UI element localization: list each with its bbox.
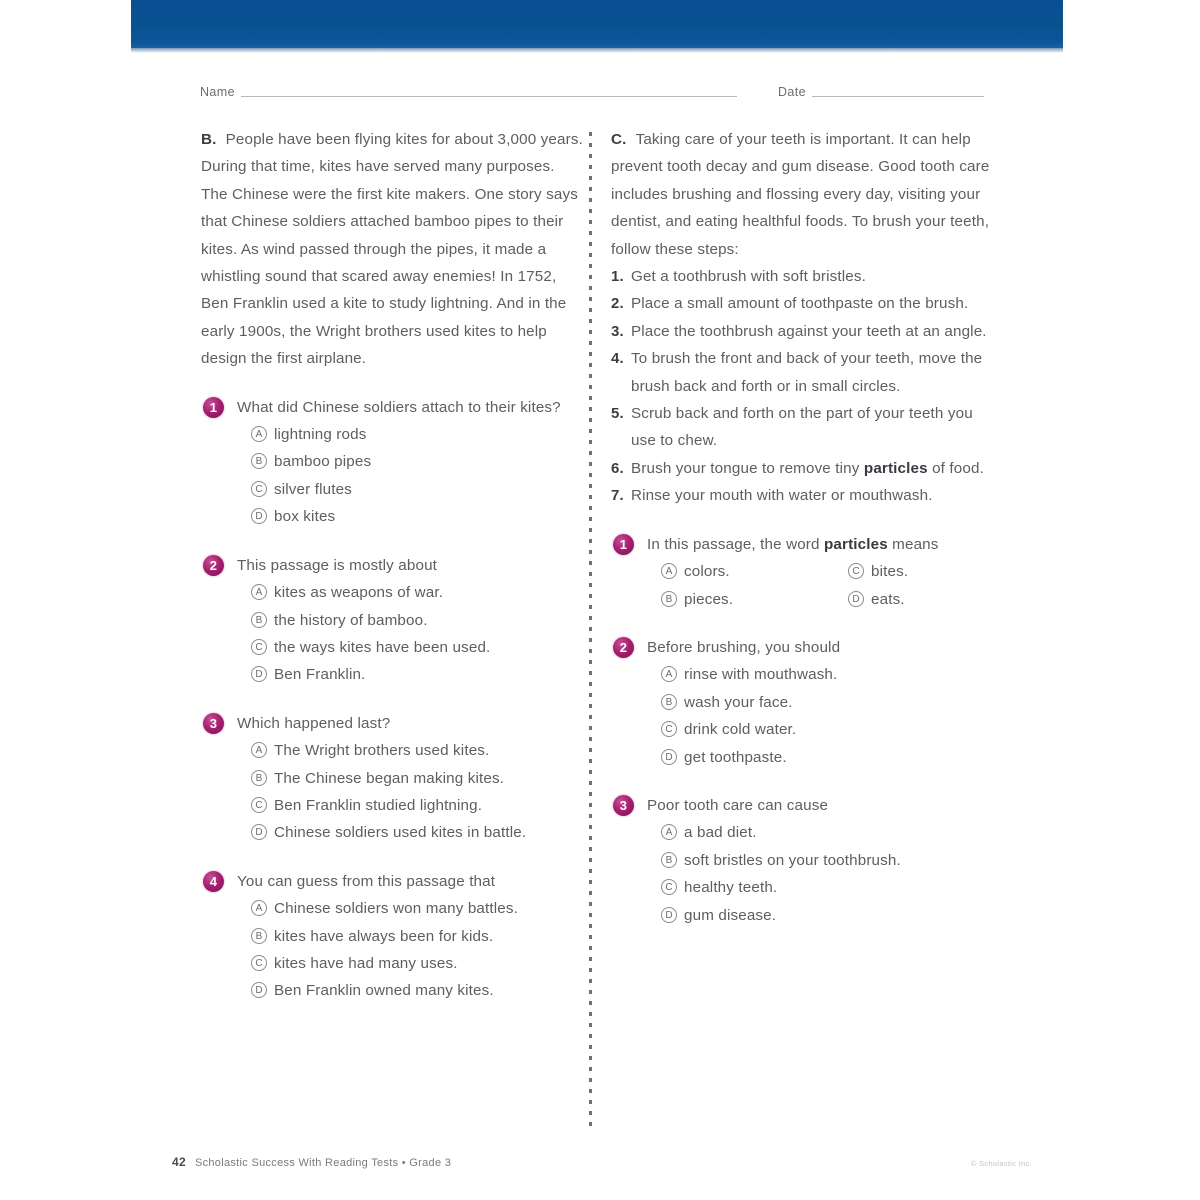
choice-option[interactable] <box>661 716 995 743</box>
choice-option[interactable] <box>661 847 995 874</box>
question-text: This passage is mostly about <box>237 556 438 574</box>
choice-letter-circle: B <box>661 591 677 607</box>
choice-option[interactable] <box>251 765 585 792</box>
choice-text: Chinese soldiers used kites in battle. <box>274 824 527 842</box>
choice-option[interactable] <box>661 902 995 929</box>
question-c1 <box>611 531 995 613</box>
choice-letter-circle: D <box>251 982 267 998</box>
choice-list <box>237 895 585 1005</box>
question-b2 <box>201 552 585 689</box>
choice-option[interactable] <box>251 421 585 448</box>
question-number-badge: 4 <box>203 871 224 892</box>
choice-option[interactable] <box>251 634 585 661</box>
choice-option[interactable] <box>251 819 585 846</box>
choice-letter-circle: B <box>661 694 677 710</box>
passage-c <box>611 126 995 510</box>
choice-letter-circle: A <box>251 900 267 916</box>
choice-text: The Wright brothers used kites. <box>274 742 490 760</box>
choice-text: soft bristles on your toothbrush. <box>684 851 901 869</box>
choice-text: bamboo pipes <box>274 453 372 471</box>
left-column <box>201 126 585 1005</box>
choice-text: the history of bamboo. <box>274 611 428 629</box>
choice-letter-circle: C <box>251 955 267 971</box>
choice-option[interactable] <box>251 977 585 1004</box>
question-text: You can guess from this passage that <box>237 872 496 890</box>
choice-option[interactable] <box>661 874 995 901</box>
page-number: 42 <box>172 1155 186 1169</box>
choice-text: the ways kites have been used. <box>274 638 491 656</box>
page-footer <box>172 1155 1032 1169</box>
choice-text: The Chinese began making kites. <box>274 769 505 787</box>
choice-option[interactable] <box>661 819 995 846</box>
step-text: To brush the front and back of your teeth, move the brush back and forth or in small circles. <box>631 350 983 395</box>
question-text: Before brushing, you should <box>647 638 841 656</box>
step-text: Scrub back and forth on the part of your teeth you use to chew. <box>631 405 973 450</box>
choice-text: eats. <box>871 590 905 608</box>
choice-letter-circle: B <box>661 852 677 868</box>
copyright-notice: © Scholastic Inc. <box>970 1159 1032 1168</box>
choice-text: gum disease. <box>684 906 777 924</box>
choice-list <box>647 819 995 929</box>
question-number-badge: 3 <box>203 713 224 734</box>
choice-letter-circle: B <box>251 928 267 944</box>
passage-b-label: B. <box>201 131 217 148</box>
choice-letter-circle: A <box>251 584 267 600</box>
choice-letter-circle: D <box>251 824 267 840</box>
question-number-badge: 1 <box>203 397 224 418</box>
footer-title: Scholastic Success With Reading Tests • Grade 3 <box>194 1157 452 1169</box>
choice-text: bites. <box>871 563 909 581</box>
date-input-line[interactable] <box>812 95 984 97</box>
choice-text: healthy teeth. <box>684 879 778 897</box>
step-number: 7. <box>611 487 624 505</box>
choice-letter-circle: D <box>251 666 267 682</box>
step-text: Place the toothbrush against your teeth at an angle. <box>631 322 987 340</box>
step-item <box>611 400 995 455</box>
passage-b <box>201 126 585 373</box>
passage-c-label: C. <box>611 131 627 148</box>
choice-letter-circle: B <box>251 770 267 786</box>
step-text: Rinse your mouth with water or mouthwash. <box>631 487 933 505</box>
step-text-before: Brush your tongue to remove tiny <box>631 459 864 477</box>
name-input-line[interactable] <box>241 95 737 97</box>
two-column-body <box>0 126 1200 1126</box>
choice-list <box>647 661 995 771</box>
step-item <box>611 263 995 290</box>
question-number-badge: 1 <box>613 534 634 555</box>
choice-text: Ben Franklin. <box>274 666 366 684</box>
passage-c-steps <box>611 263 995 510</box>
choice-option[interactable] <box>251 476 585 503</box>
choice-letter-circle: C <box>661 721 677 737</box>
choice-text: drink cold water. <box>684 721 797 739</box>
choice-letter-circle: A <box>251 426 267 442</box>
question-b3 <box>201 710 585 847</box>
choice-text: kites as weapons of war. <box>274 584 444 602</box>
choice-text: get toothpaste. <box>684 748 787 766</box>
choice-option[interactable] <box>251 950 585 977</box>
choice-option[interactable] <box>251 737 585 764</box>
choice-letter-circle: B <box>251 453 267 469</box>
choice-letter-circle: A <box>661 666 677 682</box>
choice-text: rinse with mouthwash. <box>684 666 838 684</box>
step-item <box>611 345 995 400</box>
step-item <box>611 455 995 482</box>
choice-option[interactable] <box>251 661 585 688</box>
choice-text: pieces. <box>684 590 734 608</box>
choice-option[interactable] <box>251 579 585 606</box>
step-text: Get a toothbrush with soft bristles. <box>631 268 867 286</box>
choice-letter-circle: C <box>848 563 864 579</box>
choice-text: lightning rods <box>274 426 367 444</box>
choice-letter-circle: A <box>661 824 677 840</box>
header-band-shadow <box>131 48 1063 53</box>
question-c3 <box>611 792 995 929</box>
choice-text: Ben Franklin owned many kites. <box>274 982 494 1000</box>
choice-option[interactable] <box>848 558 995 585</box>
question-text: Which happened last? <box>237 714 391 732</box>
date-label: Date <box>777 85 806 99</box>
choice-letter-circle: D <box>661 749 677 765</box>
passage-b-body <box>201 126 585 373</box>
step-number: 3. <box>611 322 624 340</box>
choice-list <box>237 421 585 531</box>
passage-c-intro <box>611 126 995 263</box>
choice-letter-circle: B <box>251 612 267 628</box>
choice-list <box>237 579 585 689</box>
passage-c-intro-text: Taking care of your teeth is important. It can help prevent tooth decay and gum disease. Good tooth care includes brushing and flossing every day, visiting your dentist, and eating healthful foods. To brush your teeth, follow these steps: <box>611 131 990 258</box>
choice-letter-circle: D <box>661 907 677 923</box>
choice-letter-circle: A <box>251 742 267 758</box>
choice-text: Ben Franklin studied lightning. <box>274 796 483 814</box>
question-text <box>647 531 995 558</box>
choice-text: a bad diet. <box>684 824 757 842</box>
question-c2 <box>611 634 995 771</box>
step-text: Place a small amount of toothpaste on the brush. <box>631 295 969 313</box>
choice-letter-circle: C <box>251 481 267 497</box>
choice-option[interactable] <box>661 689 995 716</box>
choice-option[interactable] <box>661 744 995 771</box>
step-item <box>611 318 995 345</box>
step-number: 4. <box>611 350 624 368</box>
step-item <box>611 482 995 509</box>
name-date-row <box>200 76 984 100</box>
vocabulary-word-particles: particles <box>823 535 888 553</box>
choice-option[interactable] <box>251 607 585 634</box>
choice-list <box>237 737 585 847</box>
question-text-after: means <box>887 535 939 553</box>
choice-text: silver flutes <box>274 480 352 498</box>
choice-letter-circle: A <box>661 563 677 579</box>
step-text-after: of food. <box>927 459 984 477</box>
choice-option[interactable] <box>661 661 995 688</box>
question-number-badge: 3 <box>613 795 634 816</box>
choice-letter-circle: D <box>848 591 864 607</box>
question-b4 <box>201 868 585 1005</box>
choice-option[interactable] <box>251 792 585 819</box>
choice-letter-circle: D <box>251 508 267 524</box>
question-number-badge: 2 <box>203 555 224 576</box>
step-number: 2. <box>611 295 624 313</box>
choice-option[interactable] <box>848 586 995 613</box>
name-label: Name <box>200 85 235 99</box>
choice-text: kites have always been for kids. <box>274 927 494 945</box>
vocabulary-word-particles: particles <box>863 459 928 477</box>
step-number: 5. <box>611 405 624 423</box>
step-number: 1. <box>611 268 624 286</box>
choice-text: wash your face. <box>684 693 793 711</box>
question-text-before: In this passage, the word <box>647 535 824 553</box>
right-column <box>611 126 995 929</box>
choice-text: Chinese soldiers won many battles. <box>274 900 518 918</box>
choice-list <box>647 558 995 613</box>
question-number-badge: 2 <box>613 637 634 658</box>
question-text: What did Chinese soldiers attach to their kites? <box>237 398 561 416</box>
choice-option[interactable] <box>661 558 848 585</box>
choice-letter-circle: C <box>251 639 267 655</box>
question-b1 <box>201 394 585 531</box>
choice-option[interactable] <box>251 895 585 922</box>
choice-text: colors. <box>684 563 730 581</box>
choice-option[interactable] <box>661 586 848 613</box>
choice-text: kites have had many uses. <box>274 954 458 972</box>
choice-option[interactable] <box>251 923 585 950</box>
choice-option[interactable] <box>251 503 585 530</box>
choice-letter-circle: C <box>661 879 677 895</box>
header-blue-band <box>131 0 1063 48</box>
question-text: Poor tooth care can cause <box>647 796 829 814</box>
step-item <box>611 290 995 317</box>
step-number: 6. <box>611 459 624 477</box>
passage-b-text: People have been flying kites for about 3,000 years. During that time, kites have served many purposes. The Chinese were the first kite makers. One story says that Chinese soldiers attached bamboo pipes to their kites. As wind passed through the pipes, it made a whistling sound that scared away enemies! In 1752, Ben Franklin used a kite to study lightning. And in the early 1900s, the Wright brothers used kites to help design the first airplane. <box>201 131 583 368</box>
choice-letter-circle: C <box>251 797 267 813</box>
choice-text: box kites <box>274 508 336 526</box>
choice-option[interactable] <box>251 448 585 475</box>
